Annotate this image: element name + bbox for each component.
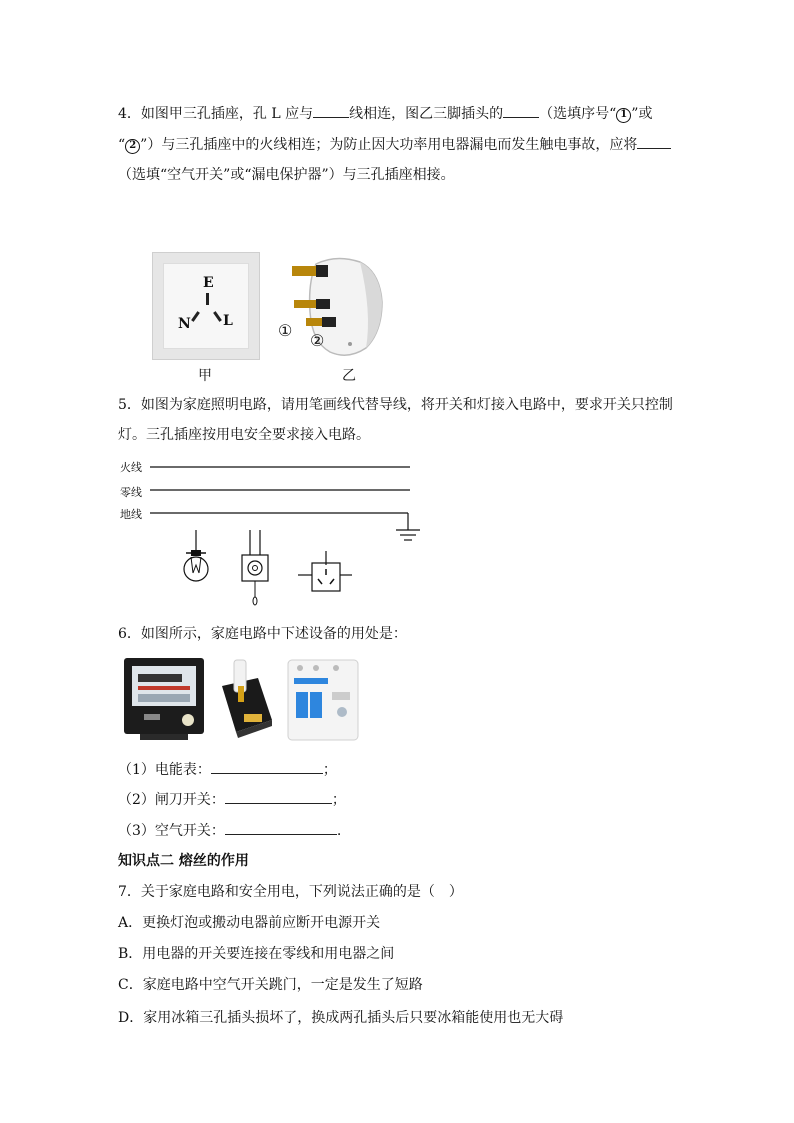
q6-item-end: ； [322, 762, 337, 778]
socket-n-hole [318, 579, 322, 584]
answer-blank[interactable] [503, 104, 539, 118]
meter-photo [122, 654, 206, 744]
air-switch-toggle-right [310, 692, 322, 718]
section-title-text: 知识点二 熔丝的作用 [118, 853, 249, 869]
air-switch-screw-3 [333, 665, 339, 671]
switch-ring-inner [253, 566, 258, 571]
switch-ring-outer [248, 561, 262, 575]
socket-label-n: N [178, 316, 191, 332]
air-switch-screw-2 [313, 665, 319, 671]
air-switch-toggle-left [296, 692, 308, 718]
q7-stem [118, 883, 463, 901]
meter-base [140, 734, 188, 740]
switch-pull [253, 597, 257, 605]
air-switch-photo [286, 656, 360, 742]
plug-screw [348, 342, 352, 346]
socket-figure [152, 252, 260, 360]
plug-mark-2: ② [310, 331, 325, 350]
q7-option-b[interactable] [118, 945, 394, 963]
q7-option-a[interactable] [118, 914, 380, 932]
plug-mark-1: ① [278, 321, 293, 340]
wire-label-ground: 地线 [120, 508, 142, 521]
meter-knob [182, 714, 194, 726]
q4-text: 线相连，图乙三脚插头的 [349, 106, 504, 122]
q6-item-end: . [336, 823, 342, 839]
q6-line-1 [118, 625, 407, 643]
q4-text: （选填序号“ [539, 106, 617, 122]
q7-option-a-text: A．更换灯泡或搬动电器前应断开电源开关 [118, 915, 381, 931]
q4-text: （选填“空气开关”或“漏电保护器”）与三孔插座相接。 [118, 167, 455, 183]
q6-item-end: ； [331, 792, 346, 808]
answer-blank[interactable] [225, 821, 337, 835]
socket-hole-e [206, 293, 209, 305]
socket-box [312, 563, 340, 591]
caption-yi: 乙 [342, 368, 356, 384]
meter-counter [138, 674, 182, 682]
socket-label-l: L [223, 313, 233, 329]
air-switch-test-button [332, 692, 350, 700]
q7-option-c-text: C．家庭电路中空气开关跳门，一定是发生了短路 [118, 977, 423, 993]
q5-text: 5．如图为家庭照明电路，请用笔画线代替导线，将开关和灯接入电路中，要求开关只控制 [118, 397, 673, 413]
plug-pin-1-sleeve [316, 299, 330, 309]
plug-pin-2-sleeve [322, 317, 336, 327]
q6-item-2 [118, 790, 346, 809]
q4-text: “ [118, 137, 126, 153]
q6-item-1 [118, 760, 337, 779]
lamp-bulb [184, 557, 208, 581]
q6-item-label: （1）电能表： [118, 762, 211, 778]
air-switch-logo [337, 707, 347, 717]
meter-label [144, 714, 160, 720]
plug-figure [276, 252, 386, 360]
knife-switch-photo [210, 656, 276, 740]
q4-text: ”）与三孔插座中的火线相连；为防止因大功率用电器漏电而发生触电事故，应将 [140, 137, 638, 153]
meter-plate [138, 694, 190, 702]
q4-text: ”或 [631, 106, 653, 122]
q6-text: 6．如图所示，家庭电路中下述设备的用处是： [118, 626, 407, 642]
switch-box [242, 555, 268, 581]
q6-item-label: （3）空气开关： [118, 823, 225, 839]
air-switch-label-strip [294, 678, 328, 684]
q7-stem-text: 7．关于家庭电路和安全用电，下列说法正确的是（ ） [118, 884, 463, 900]
socket-l-hole [330, 579, 334, 584]
wire-label-fire: 火线 [120, 461, 142, 474]
circuit-diagram [140, 455, 440, 615]
answer-blank[interactable] [225, 790, 332, 804]
wire-label-zero: 零线 [120, 486, 142, 499]
knife-switch-blade [238, 686, 244, 702]
q7-option-b-text: B．用电器的开关要连接在零线和用电器之间 [118, 946, 395, 962]
q4-line-1 [118, 104, 652, 123]
q4-line-2 [118, 135, 671, 154]
q4-text: 4．如图甲三孔插座，孔 L 应与 [118, 106, 314, 122]
meter-stripe [138, 686, 190, 690]
q6-item-3 [118, 821, 341, 840]
q6-item-label: （2）闸刀开关： [118, 792, 225, 808]
q7-option-c[interactable] [118, 976, 423, 994]
plug-pin-top-sleeve [316, 265, 328, 277]
q7-option-d-text: D．家用冰箱三孔插头损坏了，换成两孔插头后只要冰箱能使用也无大碍 [118, 1010, 564, 1026]
q7-option-d[interactable] [118, 1009, 563, 1027]
knife-switch-label [244, 714, 262, 722]
circled-number-2: 2 [125, 139, 140, 154]
air-switch-screw-1 [297, 665, 303, 671]
circled-number-1: 1 [616, 108, 631, 123]
q4-line-3 [118, 166, 455, 184]
answer-blank[interactable] [637, 135, 671, 149]
answer-blank[interactable] [211, 760, 323, 774]
q5-line-2 [118, 426, 370, 444]
socket-label-e: E [203, 275, 214, 291]
q5-text: 灯。三孔插座按用电安全要求接入电路。 [118, 427, 370, 443]
lamp-filament [191, 557, 201, 573]
answer-blank[interactable] [313, 104, 349, 118]
q5-line-1 [118, 396, 673, 414]
caption-jia: 甲 [198, 368, 212, 384]
section-title [118, 852, 249, 870]
